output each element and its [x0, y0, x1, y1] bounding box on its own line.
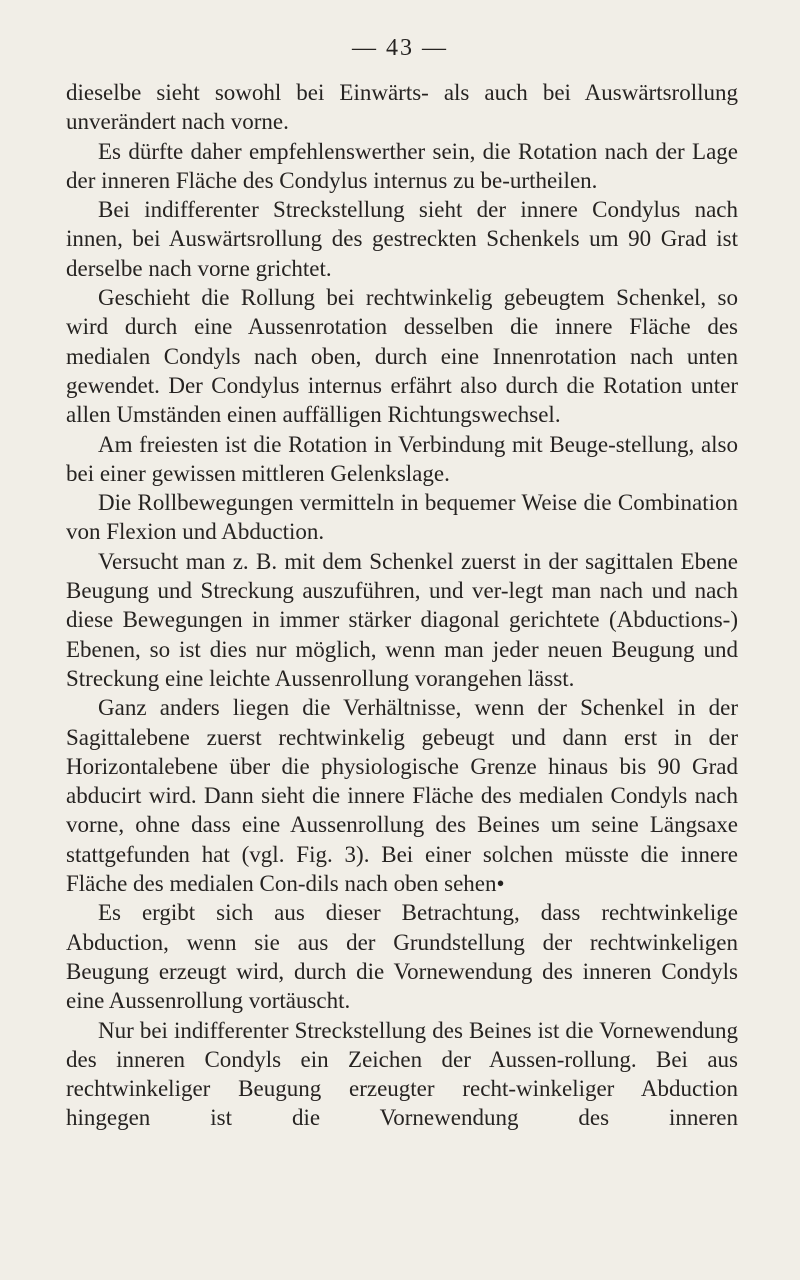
paragraph-4: Geschieht die Rollung bei rechtwinkelig gebeugtem Schenkel, so wird durch eine Aussenrotation desselben die innere Fläche des medialen Condyls nach oben, durch eine Innenrotation nach unten gewendet. Der Condylus internus erfährt also durch die Rotation unter allen Umständen einen auffälligen Richtungswechsel.	[66, 285, 738, 428]
paragraph-5: Am freiesten ist die Rotation in Verbindung mit Beuge-stellung, also bei einer gewissen mittleren Gelenkslage.	[66, 431, 738, 486]
page-number: — 43 —	[352, 35, 448, 61]
paragraph-9: Es ergibt sich aus dieser Betrachtung, dass rechtwinkelige Abduction, wenn sie aus der Grundstellung der rechtwinkeligen Beugung erzeugt wird, durch die Vornewendung des inneren Condyls eine Aussenrollung vortäuscht.	[66, 900, 738, 1014]
paragraph-2: Es dürfte daher empfehlenswerther sein, die Rotation nach der Lage der inneren Fläche des Condylus internus zu be-urtheilen.	[66, 138, 738, 193]
paragraph-7: Versucht man z. B. mit dem Schenkel zuerst in der sagittalen Ebene Beugung und Streckung auszuführen, und ver-legt man nach und nach diese Bewegungen in immer stärker diagonal gerichtete (Abductions-) Ebenen, so ist dies nur möglich, wenn man jeder neuen Beugung und Streckung eine leichte Aussenrollung vorangehen lässt.	[66, 548, 738, 691]
paragraph-3: Bei indifferenter Streckstellung sieht der innere Condylus nach innen, bei Auswärtsrollung des gestreckten Schenkels um 90 Grad ist derselbe nach vorne grichtet.	[66, 197, 738, 281]
paragraph-1: dieselbe sieht sowohl bei Einwärts- als auch bei Auswärtsrollung unverändert nach vorne.	[66, 80, 738, 135]
body-text	[66, 78, 738, 1133]
paragraph-8: Ganz anders liegen die Verhältnisse, wenn der Schenkel in der Sagittalebene zuerst rechtwinkelig gebeugt und dann erst in der Horizontalebene über die physiologische Grenze hinaus bis 90 Grad abducirt wird. Dann sieht die innere Fläche des medialen Condyls nach vorne, ohne dass eine Aussenrollung des Beines um seine Längsaxe stattgefunden hat (vgl. Fig. 3). Bei einer solchen müsste die innere Fläche des medialen Con-dils nach oben sehen•	[66, 695, 738, 897]
paragraph-10: Nur bei indifferenter Streckstellung des Beines ist die Vornewendung des inneren Condyls ein Zeichen der Aussen-rollung. Bei aus rechtwinkeliger Beugung erzeugter recht-winkeliger Abduction hingegen ist die Vornewendung des inneren	[66, 1017, 738, 1131]
paragraph-6: Die Rollbewegungen vermitteln in bequemer Weise die Combination von Flexion und Abduction.	[66, 490, 738, 545]
